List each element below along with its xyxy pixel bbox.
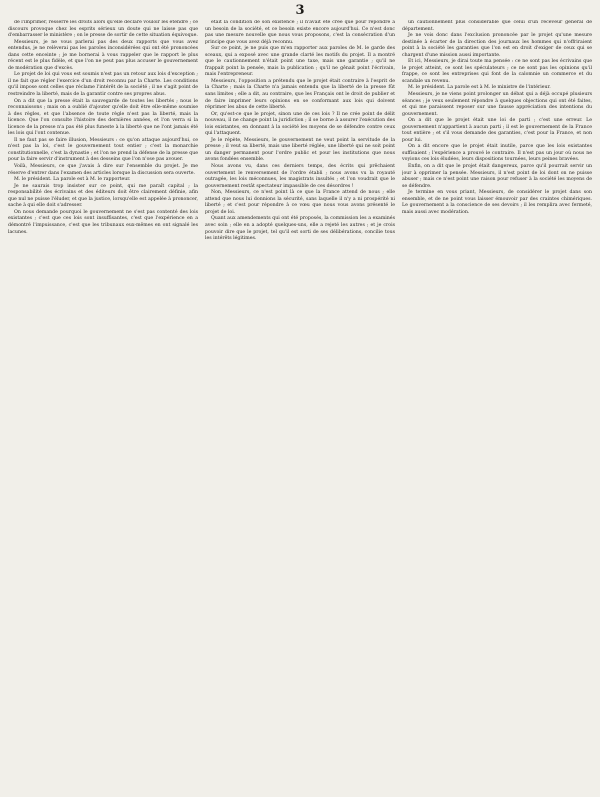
paragraph: Je termine en vous priant, Messieurs, de considérer le projet dans son ensemble, et de ne point vous laisser émouvoir par des craintes chimériques. Le gouvernement a la conscience de ses devoirs ; il les remplira avec fermeté, mais aussi avec modération. [402,190,592,215]
paragraph: Messieurs, je ne vous parlerai pas des deux rapports que vous avez entendus, je ne relèverai pas les paroles inconsidérées qui ont été prononcées dans cette enceinte ; je me bornerai à vous rappeler que le rapport le plus récent est le plus fidèle, et que l'on ne peut pas plus accuser le gouvernement de modération que d'excès. [8,39,198,71]
paragraph: de l'imprimer, resserre les droits alors qu'elle déclare vouloir les étendre ; ce discours provoque chez les esprits sérieux un doute qui ne laisse pas que d'embarrasser le ministère ; on le presse de sortir de cette situation équivoque. [8,20,198,39]
paragraph: On a dit que la presse était la sauvegarde de toutes les libertés ; nous le reconnaissons ; mais on a oublié d'ajouter qu'elle doit être elle-même soumise à des règles, et que l'absence de toute règle n'est pas la liberté, mais la licence. Que l'on consulte l'histoire des dernières années, et l'on verra si la licence de la presse n'a pas été plus funeste à la liberté que ne l'ont jamais été les lois qui l'ont contenue. [8,98,198,137]
paragraph: Messieurs, je ne viens point prolonger un débat qui a déjà occupé plusieurs séances ; je veux seulement répondre à quelques objections qui ont été faites, et qui me paraissent reposer sur une fausse appréciation des intentions du gouvernement. [402,92,592,117]
column-middle [205,20,395,793]
paragraph: Sur ce point, je ne puis que m'en rapporter aux paroles de M. le garde des sceaux, qui a exposé avec une grande clarté les motifs du projet. Il a montré que le cautionnement n'était point une taxe, mais une garantie ; qu'il ne frappait point la pensée, mais la publication ; qu'il ne gênait point l'écrivain, mais l'entrepreneur. [205,46,395,78]
paragraph: M. le président. La parole est à M. le ministre de l'intérieur. [408,85,551,91]
text-columns [8,20,592,793]
paragraph: Voilà, Messieurs, ce que j'avais à dire sur l'ensemble du projet. Je me réserve d'entrer dans l'examen des articles lorsque la discussion sera ouverte. [8,164,198,176]
paragraph: Enfin, on a dit que le projet était dangereux, parce qu'il pourrait servir un jour à opprimer la pensée. Messieurs, il n'est point de loi dont on ne puisse abuser ; mais ce n'est point une raison pour refuser à la société les moyens de se défendre. [402,164,592,189]
paragraph: M. le président. La parole est à M. le rapporteur. [14,177,131,183]
paragraph: Messieurs, l'opposition a prétendu que le projet était contraire à l'esprit de la Charte ; mais la Charte n'a jamais entendu que la liberté de la presse fût sans limites ; elle a dit, au contraire, que les Français ont le droit de publier et de faire imprimer leurs opinions en se conformant aux lois qui doivent réprimer les abus de cette liberté. [205,78,395,111]
paragraph: était la condition de son existence ; il n'avait été créé que pour répondre à un besoin de la société, et ce besoin existe encore aujourd'hui. Ce n'est donc pas une mesure nouvelle que nous vous proposons, c'est la consécration d'un principe que vous avez déjà reconnu. [205,20,395,45]
column-left [8,20,198,793]
paragraph: Or, qu'est-ce que le projet, sinon une de ces lois ? Il ne crée point de délit nouveau, il ne change point la juridiction ; il se borne à assurer l'exécution des lois existantes, en donnant à la société les moyens de se défendre contre ceux qui l'attaquent. [205,111,395,137]
paragraph: Il ne faut pas se faire illusion, Messieurs : ce qu'on attaque aujourd'hui, ce n'est pas la loi, c'est le gouvernement tout entier ; c'est la monarchie constitutionnelle, c'est la dynastie ; et l'on ne prend la défense de la presse que pour la faire servir d'instrument à des desseins que l'on n'ose pas avouer. [8,137,198,163]
paragraph: Le projet de loi qui vous est soumis n'est pas un retour aux lois d'exception ; il ne fait que régler l'exercice d'un droit reconnu par la Charte. Les conditions qu'il impose sont celles que réclame l'intérêt de la société ; il ne s'agit point de restreindre la liberté, mais de la garantir contre ses propres abus. [8,72,198,98]
paragraph: On a dit encore que le projet était inutile, parce que les lois existantes suffisaient ; l'expérience a prouvé le contraire. Il n'est pas un jour où nous ne voyions ces lois éludées, leurs dispositions tournées, leurs peines bravées. [402,144,592,163]
paragraph: Je ne vois donc dans l'exclusion prononcée par le projet qu'une mesure destinée à écarter de la direction des journaux les hommes qui n'offriraient point à la société les garanties que l'on est en droit d'exiger de ceux qui se chargent d'une mission aussi importante. [402,33,592,58]
paragraph: Quant aux amendements qui ont été proposés, la commission les a examinés avec soin ; elle en a adopté quelques-uns, elle a rejeté les autres ; et je crois pouvoir dire que le projet, tel qu'il est sorti de ses délibérations, concilie tous les intérêts légitimes. [205,216,395,242]
column-right [402,20,592,793]
paragraph: Nous avons vu, dans ces derniers temps, des écrits qui prêchaient ouvertement le renversement de l'ordre établi ; nous avons vu la royauté outragée, les lois méconnues, les magistrats insultés ; et l'on voudrait que le gouvernement restât spectateur impassible de ces désordres ! [205,164,395,189]
paragraph: Non, Messieurs, ce n'est point là ce que la France attend de nous ; elle attend que nous lui donnions la sécurité, sans laquelle il n'y a ni prospérité ni liberté ; et c'est pour répondre à ce vœu que nous vous avons présenté le projet de loi. [205,190,395,215]
paragraph: On nous demande pourquoi le gouvernement ne s'est pas contenté des lois existantes ; c'est que ces lois sont insuffisantes, c'est que l'expérience en a démontré l'impuissance, c'est que les tribunaux eux-mêmes en ont signalé les lacunes. [8,209,198,235]
paragraph: Je le répète, Messieurs, le gouvernement ne veut point la servitude de la presse ; il veut sa liberté, mais une liberté réglée, une liberté qui ne soit point un danger permanent pour l'ordre public et pour les institutions que nous avons fondées ensemble. [205,137,395,163]
paragraph: Je ne saurais trop insister sur ce point, qui me paraît capital ; la responsabilité des écrivains et des éditeurs doit être clairement définie, afin que nul ne puisse l'éluder, et que la justice, lorsqu'elle est appelée à prononcer, sache à qui elle doit s'adresser. [8,183,198,209]
paragraph: Et ici, Messieurs, je dirai toute ma pensée : ce ne sont pas les écrivains que le projet atteint, ce sont les spéculateurs ; ce ne sont pas les opinions qu'il frappe, ce sont les entreprises qui font de la calomnie un commerce et du scandale un revenu. [402,59,592,84]
paragraph: un cautionnement plus considérable que celui d'un receveur général de département. [402,20,592,32]
paragraph: On a dit que le projet était une loi de parti ; c'est une erreur. Le gouvernement n'appartient à aucun parti ; il est le gouvernement de la France tout entière ; et s'il vous demande des garanties, c'est pour la France, et non pour lui. [402,118,592,143]
page-number: 3 [295,3,305,18]
